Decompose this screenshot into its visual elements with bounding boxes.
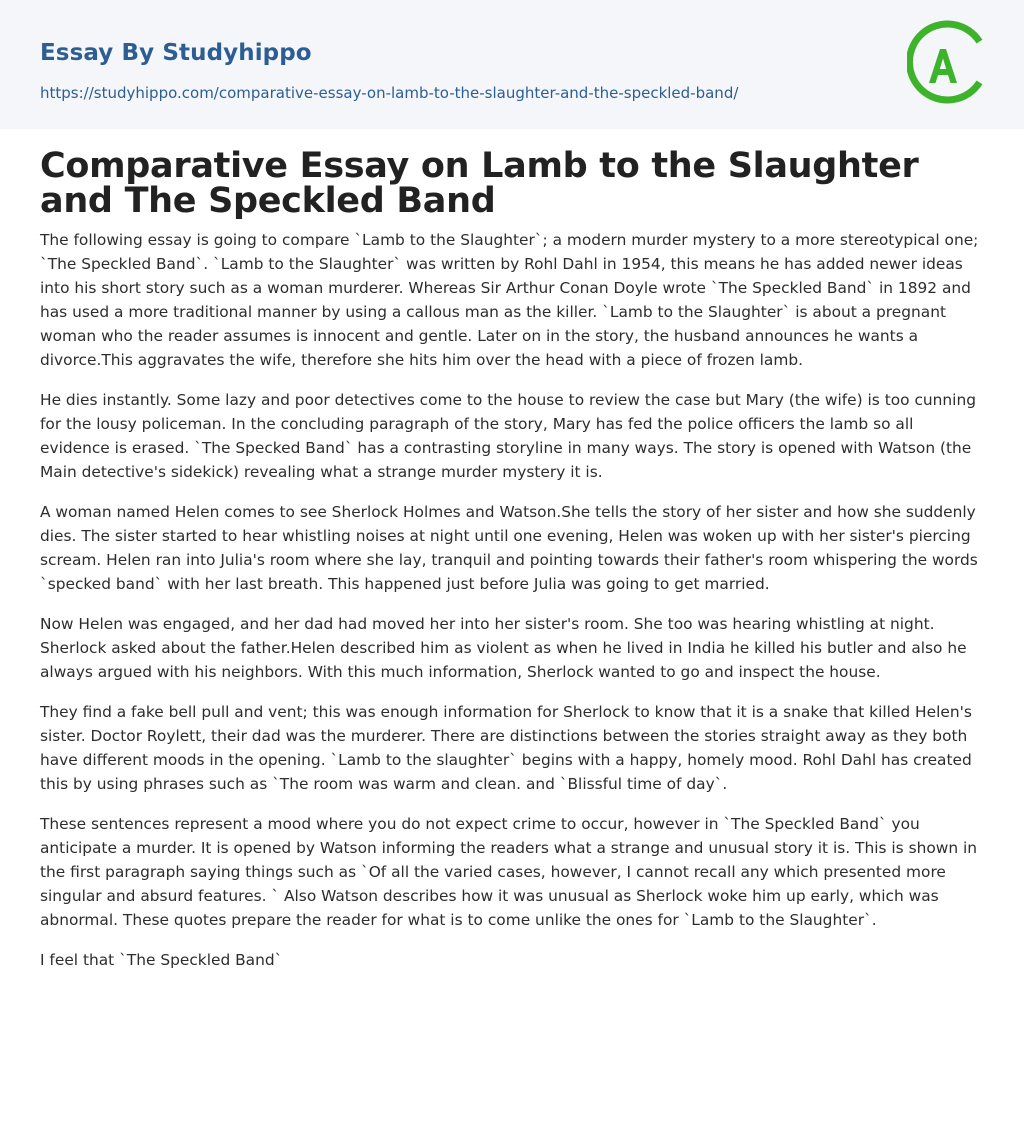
essay-paragraph: A woman named Helen comes to see Sherlock Holmes and Watson.She tells the story of her sister and how she suddenly dies. The sister started to hear whistling noises at night until one evening, Helen was woken up with her sister's piercing scream. Helen ran into Julia's room where she lay, tranquil and pointing towards their father's room whispering the words `specked band` with her last breath. This happened just before Julia was going to get married. [40,503,978,593]
essay-paragraph: I feel that `The Speckled Band` [40,951,283,969]
page-url-link[interactable]: https://studyhippo.com/comparative-essay-on-lamb-to-the-slaughter-and-the-speckled-band/ [40,84,739,102]
studyhippo-a-logo-icon[interactable] [907,17,991,107]
essay-paragraph: Now Helen was engaged, and her dad had moved her into her sister's room. She too was hearing whistling at night. Sherlock asked about the father.Helen described him as violent as when he lived in India he killed his butler and also he always argued with his neighbors. With this much information, Sherlock wanted to go and inspect the house. [40,615,967,681]
essay-paragraph: These sentences represent a mood where you do not expect crime to occur, however in `The Speckled Band` you anticipate a murder. It is opened by Watson informing the readers what a strange and unusual story it is. This is shown in the first paragraph saying things such as `Of all the varied cases, however, I cannot recall any which presented more singular and absurd features. ` Also Watson describes how it was unusual as Sherlock woke him up early, which was abnormal. These quotes prepare the reader for what is to come unlike the ones for `Lamb to the Slaughter`. [40,815,978,929]
site-header [0,0,1024,129]
essay-paragraph: He dies instantly. Some lazy and poor detectives come to the house to review the case but Mary (the wife) is too cunning for the lousy policeman. In the concluding paragraph of the story, Mary has fed the police officers the lamb so all evidence is erased. `The Specked Band` has a contrasting storyline in many ways. The story is opened with Watson (the Main detective's sidekick) revealing what a strange murder mystery it is. [40,391,976,481]
essay-paragraph: They find a fake bell pull and vent; this was enough information for Sherlock to know that it is a snake that killed Helen's sister. Doctor Roylett, their dad was the murderer. There are distinctions between the stories straight away as they both have different moods in the opening. `Lamb to the slaughter` begins with a happy, homely mood. Rohl Dahl has created this by using phrases such as `The room was warm and clean. and `Blissful time of day`. [40,703,972,793]
essay-title: Comparative Essay on Lamb to the Slaughter and The Speckled Band [40,146,919,221]
essay-paragraph: The following essay is going to compare `Lamb to the Slaughter`; a modern murder mystery to a more stereotypical one; `The Speckled Band`. `Lamb to the Slaughter` was written by Rohl Dahl in 1954, this means he has added newer ideas into his short story such as a woman murderer. Whereas Sir Arthur Conan Doyle wrote `The Speckled Band` in 1892 and has used a more traditional manner by using a callous man as the killer. `Lamb to the Slaughter` is about a pregnant woman who the reader assumes is innocent and gentle. Later on in the story, the husband announces he wants a divorce.This aggravates the wife, therefore she hits him over the head with a piece of frozen lamb. [40,231,979,369]
site-name[interactable]: Essay By Studyhippo [40,40,312,66]
essay-body [40,228,986,988]
